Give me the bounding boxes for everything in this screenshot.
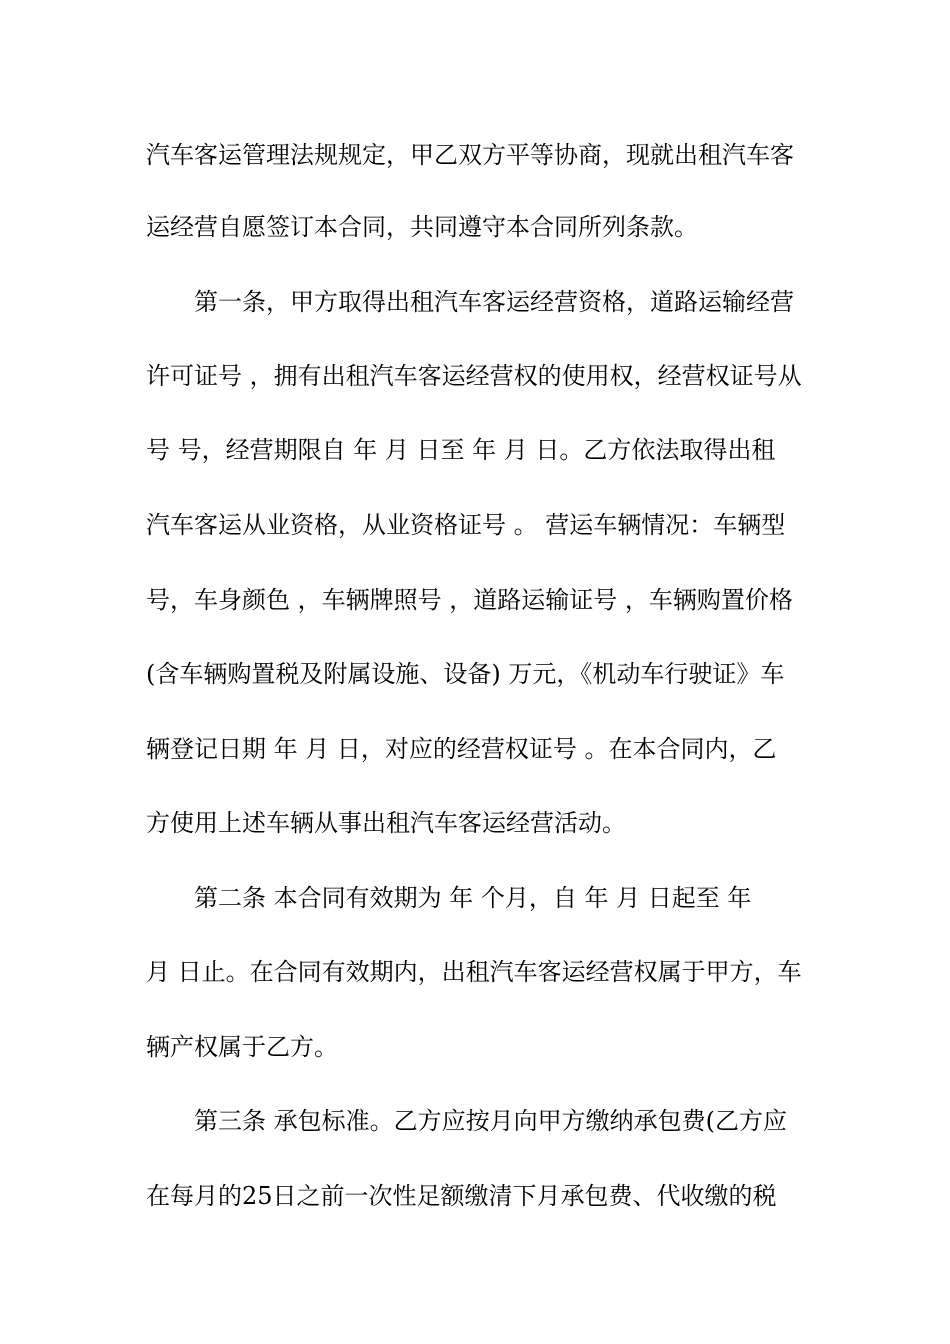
text-line: 汽车客运从业资格，从业资格证号 。 营运车辆情况：车辆型 <box>146 511 786 539</box>
text-line: 月 日止。在合同有效期内，出租汽车客运经营权属于甲方，车 <box>146 958 802 986</box>
text-line: 运经营自愿签订本合同，共同遵守本合同所列条款。 <box>146 213 698 241</box>
text-line: (含车辆购置税及附属设施、设备) 万元，《机动车行驶证》车 <box>146 660 785 688</box>
text-line: 在每月的25日之前一次性足额缴清下月承包费、代收缴的税 <box>146 1182 777 1210</box>
paragraph-first-line: 第一条，甲方取得出租汽车客运经营资格，道路运输经营 <box>194 288 794 316</box>
text-line: 号 号，经营期限自 年 月 日至 年 月 日。乙方依法取得出租 <box>146 436 776 464</box>
text-line: 号，车身颜色 ，车辆牌照号 ，道路运输证号 ，车辆购置价格 <box>146 586 793 614</box>
text-line: 辆登记日期 年 月 日，对应的经营权证号 。在本合同内，乙 <box>146 735 777 763</box>
text-line: 辆产权属于乙方。 <box>146 1033 338 1061</box>
text-line: 方使用上述车辆从事出租汽车客运经营活动。 <box>146 809 626 837</box>
paragraph-first-line: 第二条 本合同有效期为 年 个月，自 年 月 日起至 年 <box>194 884 752 912</box>
paragraph-first-line: 第三条 承包标准。乙方应按月向甲方缴纳承包费(乙方应 <box>194 1107 787 1135</box>
text-line: 汽车客运管理法规规定，甲乙双方平等协商，现就出租汽车客 <box>146 141 794 169</box>
text-line: 许可证号 ，拥有出租汽车客运经营权的使用权，经营权证号从 <box>146 362 802 390</box>
